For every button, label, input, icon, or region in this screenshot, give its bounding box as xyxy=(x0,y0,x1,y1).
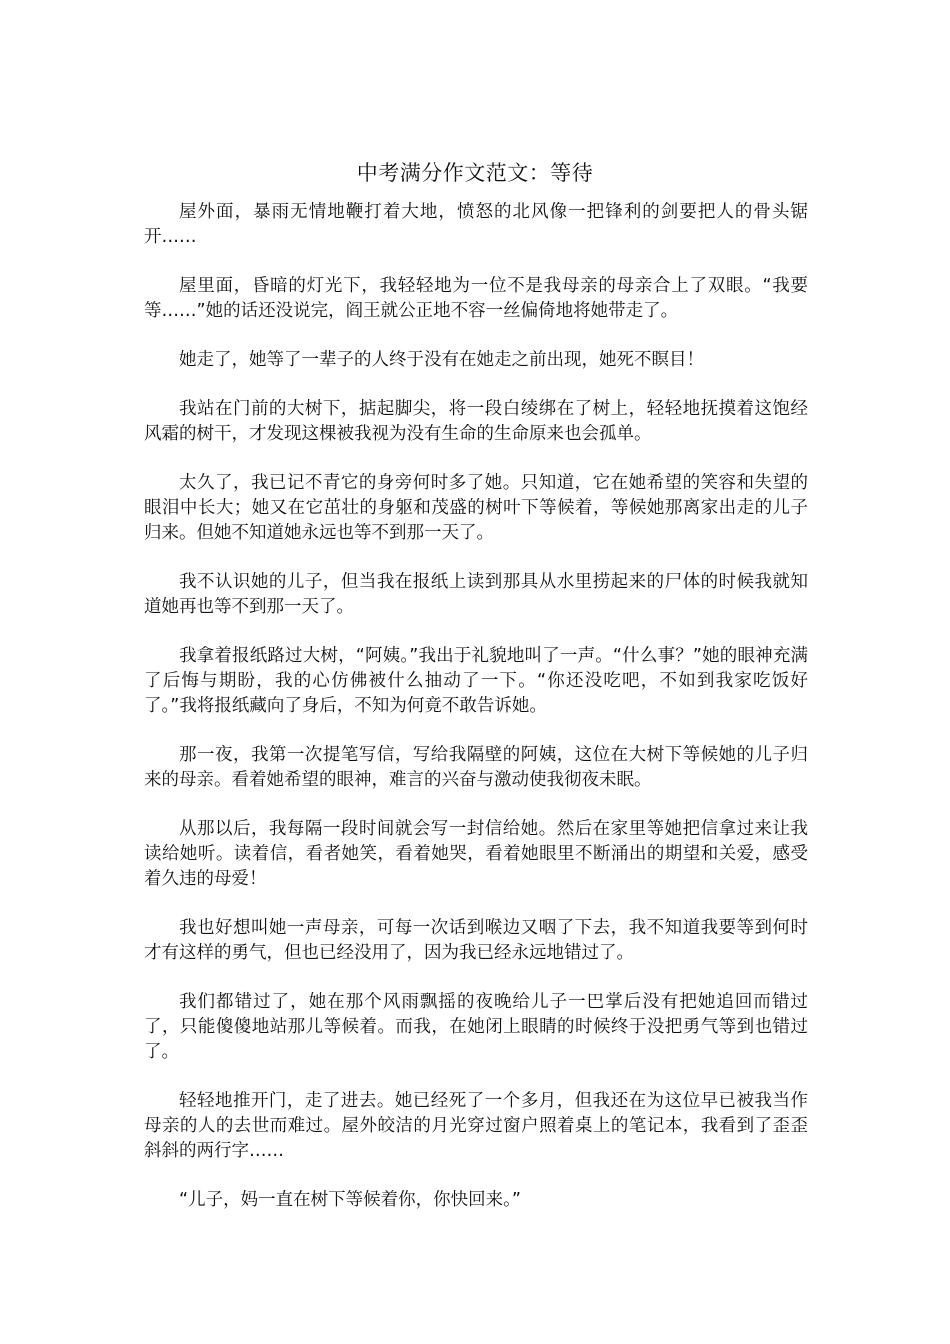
paragraph: 屋里面，昏暗的灯光下，我轻轻地为一位不是我母亲的母亲合上了双眼。“我要等……”她的话还没说完，阎王就公正地不容一丝偏倚地将她带走了。 xyxy=(144,276,808,321)
paragraph: 太久了，我已记不青它的身旁何时多了她。只知道，它在她希望的笑容和失望的眼泪中长大；她又在它茁壮的身躯和茂盛的树叶下等候着，等候她那离家出走的儿子归来。但她不知道她永远也等不到那一天了。 xyxy=(144,473,808,543)
paragraph: 我拿着报纸路过大树，“阿姨。”我出于礼貌地叫了一声。“什么事？”她的眼神充满了后悔与期盼，我的心仿佛被什么抽动了一下。“你还没吃吧，不如到我家吃饭好了。”我将报纸藏向了身后，不知为何竟不敢告诉她。 xyxy=(144,646,808,716)
paragraph: 我不认识她的儿子，但当我在报纸上读到那具从水里捞起来的尸体的时候我就知道她再也等不到那一天了。 xyxy=(144,572,808,617)
paragraph: 我也好想叫她一声母亲，可每一次话到喉边又咽了下去，我不知道我要等到何时才有这样的勇气，但也已经没用了，因为我已经永远地错过了。 xyxy=(144,918,808,963)
paragraph: 我们都错过了，她在那个风雨飘摇的夜晚给儿子一巴掌后没有把她追回而错过了，只能傻傻地站那儿等候着。而我，在她闭上眼睛的时候终于没把勇气等到也错过了。 xyxy=(144,992,808,1062)
paragraph: 我站在门前的大树下，掂起脚尖，将一段白绫绑在了树上，轻轻地抚摸着这饱经风霜的树干，才发现这棵被我视为没有生命的生命原来也会孤单。 xyxy=(144,399,808,444)
paragraph: “儿子，妈一直在树下等候着你，你快回来。” xyxy=(179,1190,521,1210)
document-title: 中考满分作文范文：等待 xyxy=(356,161,594,185)
paragraph: 轻轻地推开门，走了进去。她已经死了一个多月，但我还在为这位早已被我当作母亲的人的去世而难过。屋外皎洁的月光穿过窗户照着桌上的笔记本，我看到了歪歪斜斜的两行字…… xyxy=(144,1091,808,1161)
paragraph: 屋外面，暴雨无情地鞭打着大地，愤怒的北风像一把锋利的剑要把人的骨头锯开…… xyxy=(144,202,808,247)
paragraph: 她走了，她等了一辈子的人终于没有在她走之前出现，她死不瞑目！ xyxy=(179,350,704,370)
essay-body xyxy=(144,200,808,1237)
paragraph: 那一夜，我第一次提笔写信，写给我隔壁的阿姨，这位在大树下等候她的儿子归来的母亲。看着她希望的眼神，难言的兴奋与激动使我彻夜未眠。 xyxy=(144,745,808,790)
paragraph: 从那以后，我每隔一段时间就会写一封信给她。然后在家里等她把信拿过来让我读给她听。读着信，看者她笑，看着她哭，看着她眼里不断涌出的期望和关爱，感受着久违的母爱！ xyxy=(144,819,808,889)
